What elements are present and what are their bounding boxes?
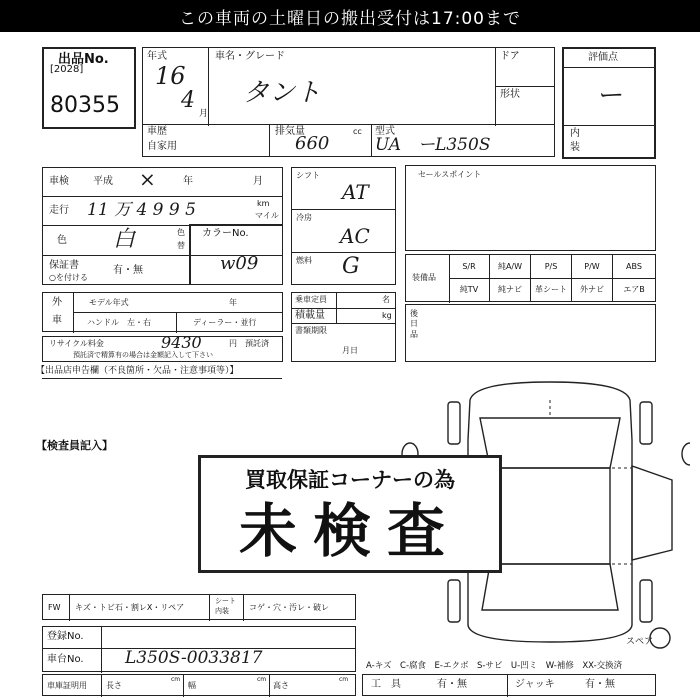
color-no-box xyxy=(189,224,283,285)
year-value: 16 xyxy=(155,62,186,90)
dealer-label: ディーラー・並行 xyxy=(193,318,257,327)
registration-box xyxy=(42,626,356,672)
displacement-value: 660 xyxy=(295,133,330,154)
mileage-unit: km xyxy=(257,199,270,208)
shape-label: 形状 xyxy=(500,89,520,100)
equipment-cell: 革シート xyxy=(531,278,572,301)
ac-value: AC xyxy=(340,224,370,248)
type-label: 型式 xyxy=(375,126,395,137)
recycle-value: 9430 xyxy=(161,333,202,352)
name-label: 車名・グレード xyxy=(215,51,285,62)
color-no-label: カラーNo. xyxy=(202,228,249,239)
aftermarket-box xyxy=(405,304,656,362)
mileage-unit-2: マイル xyxy=(255,211,279,220)
handle-label: ハンドル 左・右 xyxy=(87,318,151,327)
deadline-unit: 月日 xyxy=(342,346,358,355)
score-box xyxy=(562,47,656,159)
sales-point-box xyxy=(405,165,656,251)
stamp-line-2: 未検査 xyxy=(238,497,461,565)
registration-label: 登録No. xyxy=(47,631,84,642)
inspection-box: 車検 平成 × 年 月 走行 11 万 4 9 9 5 km マイル 色 白 色 替 保証書 ○を付ける 有・無 xyxy=(42,167,283,285)
lot-box xyxy=(42,47,136,129)
equipment-cell: S/R xyxy=(449,255,490,278)
usage-value: 自家用 xyxy=(147,141,177,152)
recycle-label: リサイクル料金 xyxy=(49,339,104,348)
cert-height: 高さ xyxy=(273,681,289,690)
displacement-label: 排気量 xyxy=(275,126,305,137)
seat-label-2: 内装 xyxy=(215,607,229,615)
recycle-unit: 円 xyxy=(229,339,237,348)
shift-label: シフト xyxy=(296,171,320,180)
equipment-cell: P/S xyxy=(531,255,572,278)
equipment-grid xyxy=(449,255,655,303)
shaken-era: 平成 xyxy=(93,176,113,187)
month-value: 4 xyxy=(181,88,195,113)
recycle-box xyxy=(42,333,283,362)
sales-point-label: セールスポイント xyxy=(418,170,482,179)
mechanical-box xyxy=(291,167,396,285)
foreign-label-1: 外 xyxy=(52,297,62,308)
cert-length: 長さ xyxy=(106,681,122,690)
model-year-label: モデル年式 xyxy=(89,298,129,307)
deadline-label: 書類期限 xyxy=(295,326,327,335)
shift-value: AT xyxy=(342,180,369,204)
warranty-label: 保証書 xyxy=(49,260,79,271)
cert-row: 車庫証明用 長さ cm 幅 cm 高さ cm xyxy=(42,674,356,696)
fw-row xyxy=(42,594,356,620)
stamp-line-1: 買取保証コーナーの為 xyxy=(245,468,455,492)
tools-row xyxy=(362,674,656,696)
foreign-box xyxy=(42,292,283,332)
displacement-unit: cc xyxy=(353,127,362,136)
score-value: ー xyxy=(596,81,623,111)
seat-defects: コゲ・穴・汚レ・破レ xyxy=(249,603,329,612)
inspector-label: 【検査員記入】 xyxy=(36,439,113,452)
equipment-cell: P/W xyxy=(572,255,613,278)
month-unit: 月 xyxy=(199,109,209,119)
fw-defects: キズ・トビ石・割レX・リペア xyxy=(75,603,185,612)
door-label: ドア xyxy=(500,51,520,62)
equipment-cell: 純TV xyxy=(449,278,490,301)
chassis-value: L350S-0033817 xyxy=(125,648,263,668)
tools-label: 工 具 xyxy=(371,679,401,690)
warranty-options: 有・無 xyxy=(113,265,143,276)
tools-options: 有・無 xyxy=(437,679,467,690)
lot-number: 80355 xyxy=(50,93,120,118)
color-sub-2: 替 xyxy=(177,241,185,250)
stamp-box xyxy=(198,455,502,573)
foreign-label-2: 車 xyxy=(52,315,62,326)
lot-label: 出品No. xyxy=(58,52,109,67)
fuel-label: 燃料 xyxy=(296,256,312,265)
aftermarket-label: 後 日 品 xyxy=(410,309,418,339)
interior-label: 内 xyxy=(570,128,580,139)
ac-label: 冷房 xyxy=(296,213,312,222)
score-label: 評価点 xyxy=(588,52,618,63)
legend: A-キズ C-腐食 E-エクボ S-サビ U-凹ミ W-補修 XX-交換済 xyxy=(366,661,623,671)
seller-notes-label: 【出品店申告欄（不良箇所・欠品・注意事項等）】 xyxy=(36,366,239,376)
equipment-cell: 外ナビ xyxy=(572,278,613,301)
jack-options: 有・無 xyxy=(585,679,615,690)
chassis-label: 車台No. xyxy=(47,654,84,665)
fuel-value: G xyxy=(342,254,360,279)
equipment-cell: エアB xyxy=(623,285,645,294)
color-sub-1: 色 xyxy=(177,228,185,237)
recycle-note: 預託済で精算有の場合は金額記入して下さい xyxy=(73,351,213,359)
spare-label: スペア xyxy=(626,637,654,647)
lot-code: [2028] xyxy=(50,64,84,75)
fw-label: FW xyxy=(48,603,61,612)
equipment-cell: 純A/W xyxy=(490,255,531,278)
year-label: 年式 xyxy=(147,51,167,62)
seat-label-1: シート xyxy=(215,597,236,605)
mileage-value: 11 万 4 9 9 5 xyxy=(87,200,196,220)
shaken-month-unit: 月 xyxy=(253,176,263,187)
capacity-label: 乗車定員 xyxy=(295,295,327,304)
banner: この車両の土曜日の搬出受付は17:00まで xyxy=(0,0,700,32)
equipment-label: 装備品 xyxy=(412,273,436,282)
shaken-year-unit: 年 xyxy=(183,176,193,187)
color-value: 白 xyxy=(113,227,136,252)
jack-label: ジャッキ xyxy=(515,679,555,690)
cert-label: 車庫証明用 xyxy=(47,681,87,690)
capacity-unit: 名 xyxy=(382,295,390,304)
color-label: 色 xyxy=(57,235,67,246)
load-label: 積載量 xyxy=(295,310,325,321)
interior-label-2: 装 xyxy=(570,142,580,153)
cert-width: 幅 xyxy=(188,681,196,690)
equipment-cell: ABS xyxy=(626,262,642,271)
header-box xyxy=(142,47,555,125)
equipment-box xyxy=(405,254,656,302)
model-year-unit: 年 xyxy=(229,298,237,307)
shaken-label: 車検 xyxy=(49,176,69,187)
cert-unit: cm xyxy=(339,676,349,683)
color-no-value: w09 xyxy=(220,253,259,274)
equipment-cell: 純ナビ xyxy=(490,278,531,301)
load-unit: kg xyxy=(382,311,392,320)
capacity-box xyxy=(291,292,396,362)
name-value: タント xyxy=(243,78,322,108)
type-value: UA ーL350S xyxy=(375,135,491,155)
spec-row xyxy=(142,125,555,157)
recycle-status: 預託済 xyxy=(245,339,269,348)
warranty-sub: ○を付ける xyxy=(49,273,88,282)
usage-label: 車歴 xyxy=(147,126,167,137)
